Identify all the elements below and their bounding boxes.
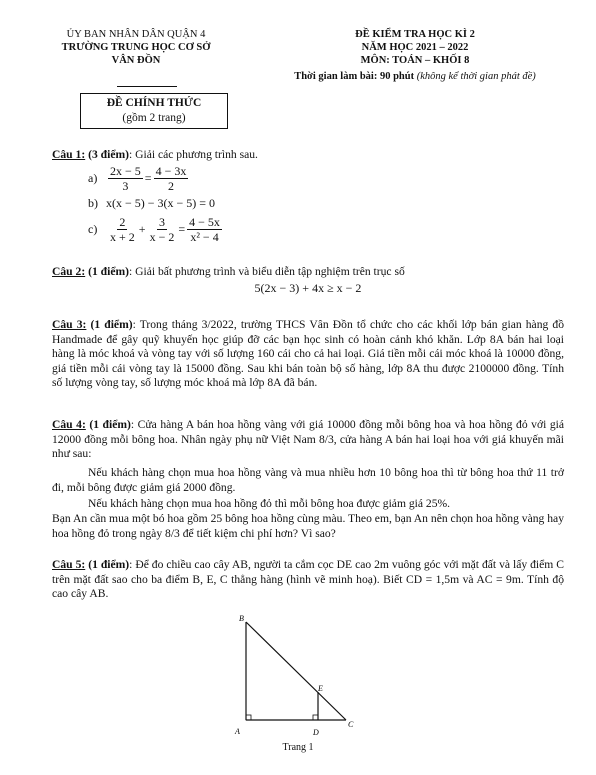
denominator: 3 [122,179,129,193]
q2-text: : Giải bất phương trình và biểu diễn tập nghiệm trên trục số [128,265,405,278]
official-box [80,93,228,129]
numerator: 2x − 5 [110,164,141,178]
q4-points: (1 điểm) [89,418,131,431]
q2-points: (1 điểm) [88,265,129,278]
q3-points: (1 điểm) [90,318,133,331]
time-label: Thời gian làm bài: 90 phút [294,71,415,82]
q5-paragraph [52,558,564,602]
q5-points: (1 điểm) [88,558,130,571]
fraction [187,215,222,244]
q4-paragraph-2: Nếu khách hàng chọn mua hoa hồng vàng và mua nhiều hơn 10 bông hoa thì từ bông hoa thứ 11 trở đi, mỗi bông được giảm giá 2000 đồng. [52,466,564,494]
official-subtitle: (gồm 2 trang) [122,112,186,124]
q3-text: : Trong tháng 3/2022, trường THCS Vân Đồn tổ chức cho các khối lớp bán gian hàng đồ Handmade để gây quỹ khuyến học giúp đỡ các bạn học sinh có hoàn cảnh khó khăn. Lớp 8A bán hai loại hàng là móc khoá và vòng tay với số lượng 160 cái cho cả hai loại. Giá tiền mỗi cái móc khoá là 10000 đồng, giá tiền mỗi cái vòng tay là 15000 đồng. Sau khi bán toàn bộ số hàng, lớp 8A thu được 2100000 đồng. Tính số lượng vòng tay, số lượng móc khoá mà lớp 8A đã bán. [52,318,564,390]
header-left [36,28,236,67]
q1-heading [52,148,552,163]
school-name-2: VÂN ĐỒN [111,55,161,66]
fraction [154,164,189,193]
numerator: 4 − 3x [155,164,187,178]
q1c-label: c) [88,222,98,236]
q4-label: Câu 4: [52,418,86,431]
school-name: TRƯỜNG TRUNG HỌC CƠ SỞ [61,42,211,53]
q1-label: Câu 1: [52,148,86,161]
numerator: 3 [158,215,165,229]
q1b-label: b) [88,196,98,210]
district-committee: ỦY BAN NHÂN DÂN QUẬN 4 [66,29,206,40]
school-year: NĂM HỌC 2021 – 2022 [361,42,469,53]
q1b-equation [88,196,215,211]
right-angle-a [246,715,251,720]
q5-label: Câu 5: [52,558,86,571]
label-b: B [239,614,244,623]
fraction [148,215,177,244]
q2-label: Câu 2: [52,265,86,278]
tree-measure-figure [220,612,420,742]
label-e: E [318,684,323,693]
q5-text: : Để đo chiều cao cây AB, người ta cắm cọc DE cao 2m vuông góc với mặt đất và lấy điểm C trên mặt đất sao cho ba điểm B, E, C thẳng hàng (hình vẽ minh hoạ). Biết CD = 1,5m và AC = 9m. Tính độ cao cây AB. [52,558,564,601]
q1-text: : Giải các phương trình sau. [128,148,258,161]
header-divider [117,86,177,87]
denominator: x² − 4 [190,230,219,244]
label-d: D [313,728,319,737]
label-a: A [235,727,240,736]
q4-paragraph-3: Nếu khách hàng chọn mua hoa hồng đỏ thì mỗi bông hoa được giảm giá 25%. [88,497,451,510]
denominator: x − 2 [149,230,175,244]
subject: MÔN: TOÁN – KHỐI 8 [360,55,470,66]
plus-sign: + [138,222,146,236]
q4-paragraph [52,418,564,462]
q4-text: : Cửa hàng A bán hoa hồng vàng với giá 10000 đồng mỗi bông hoa và hoa hồng đỏ với giá 12000 đồng mỗi bông hoa. Nhân ngày phụ nữ Việt Nam 8/3, cửa hàng A bán hai loại hoa với giá khuyến mãi như sau: [52,418,564,461]
denominator: 2 [167,179,174,193]
q1c-equation [88,215,224,244]
numerator: 2 [119,215,126,229]
q2-heading [52,265,562,280]
q3-paragraph [52,318,564,391]
equals-sign: = [178,222,186,236]
q1a-equation [88,164,190,193]
fraction [108,215,137,244]
line-bc [246,622,346,720]
equals-sign: = [144,171,152,185]
q1a-label: a) [88,171,98,185]
q4-paragraph-4: Bạn An cần mua một bó hoa gồm 25 bông hoa hồng cùng màu. Theo em, bạn An nên chọn hoa hồng vàng hay hoa hồng đỏ trong ngày 8/3 để tiết kiệm chi phí hơn? Vì sao? [52,512,564,540]
label-c: C [348,720,354,729]
right-angle-d [313,715,318,720]
page-number: Trang 1 [282,742,314,753]
time-line [245,70,585,83]
q1-points: (3 điểm) [88,148,129,161]
official-title: ĐỀ CHÍNH THỨC [106,97,202,109]
time-note: (không kể thời gian phát đề) [416,71,536,82]
fraction [108,164,143,193]
q1b-expr: x(x − 5) − 3(x − 5) = 0 [106,196,216,210]
header-right [265,28,565,67]
q3-label: Câu 3: [52,318,87,331]
denominator: x + 2 [110,230,135,244]
q2-inequality: 5(2x − 3) + 4x ≥ x − 2 [254,281,362,295]
exam-title: ĐỀ KIỂM TRA HỌC KÌ 2 [355,29,475,40]
numerator: 4 − 5x [189,215,220,229]
